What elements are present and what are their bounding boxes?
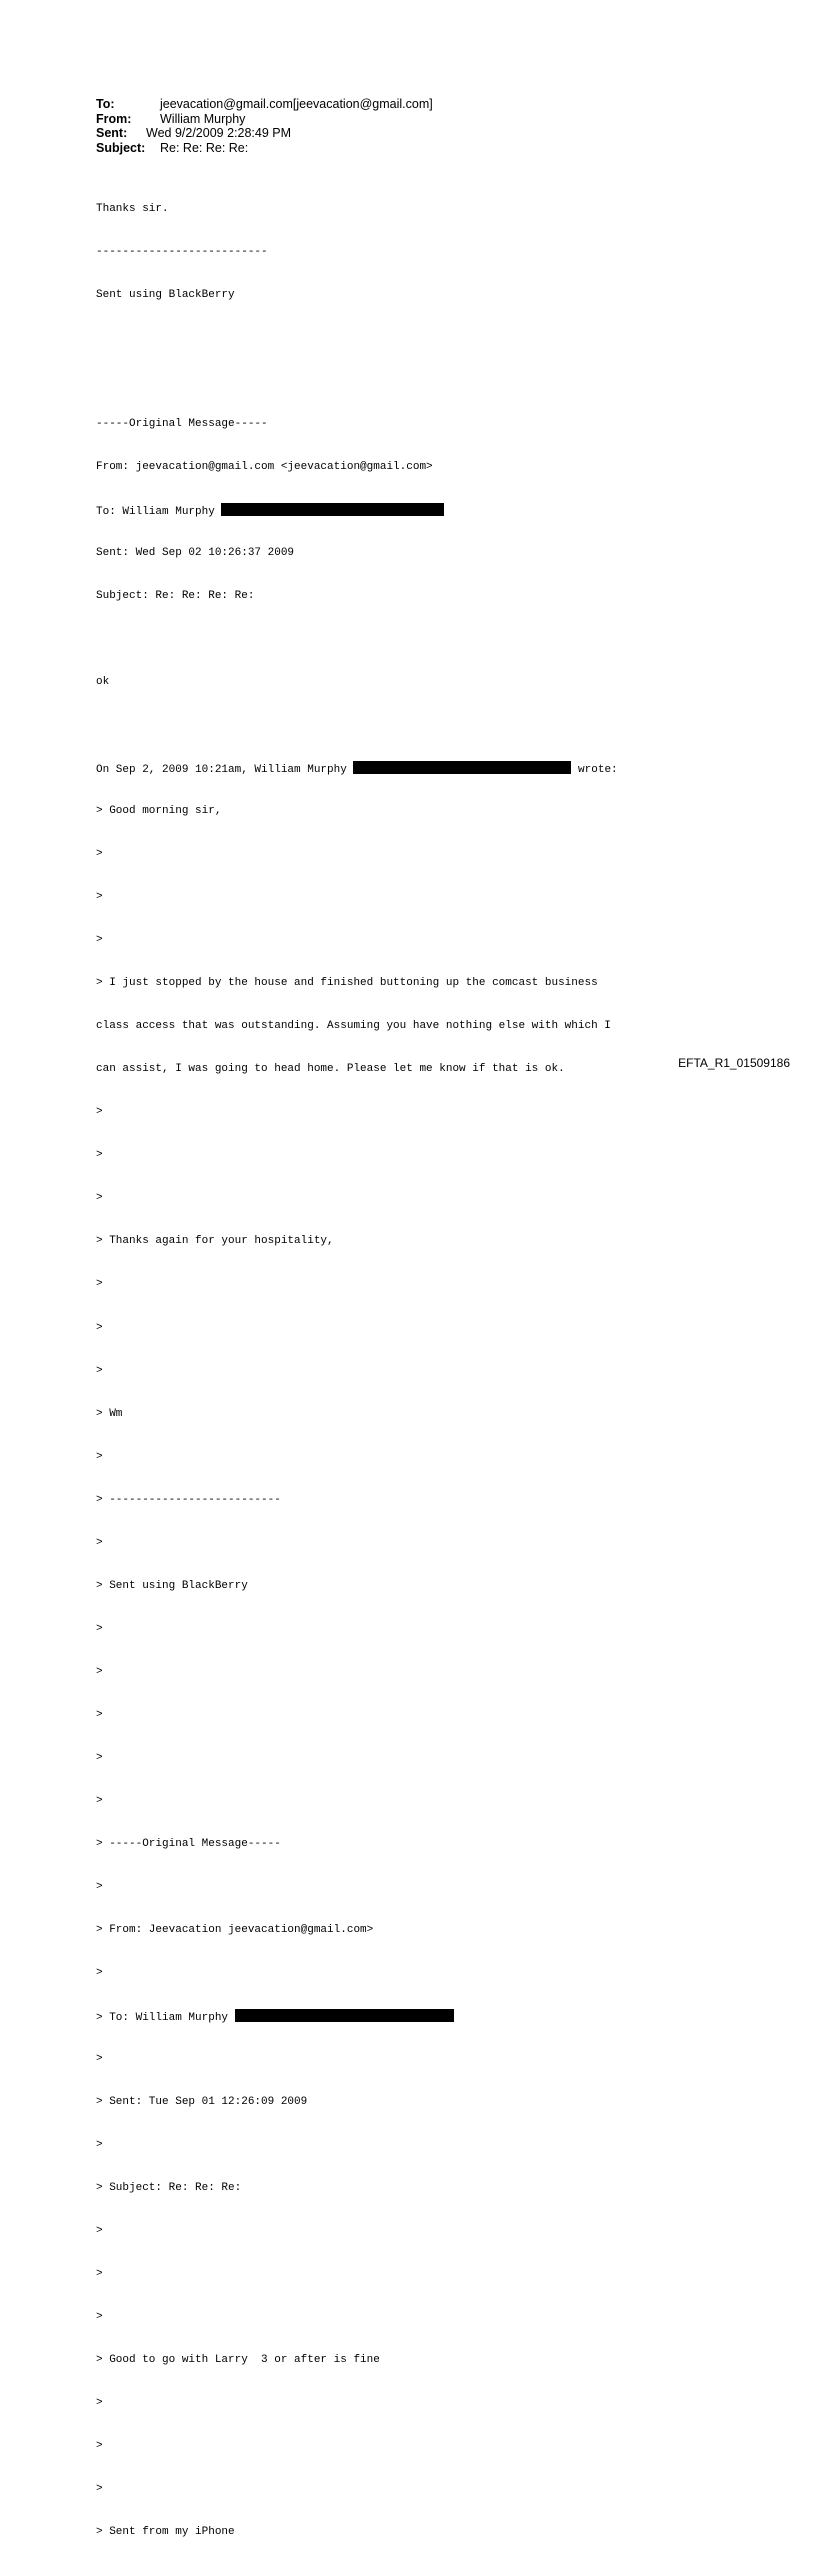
divider-line: -------------------------- [96, 245, 268, 258]
quoted-line: > [96, 1536, 103, 1549]
quoted-line: > -------------------------- [96, 1493, 281, 1506]
blank-line [96, 331, 618, 345]
attribution-wrote: wrote: [571, 764, 618, 777]
quoted-line: > Good to go with Larry 3 or after is fine [96, 2354, 380, 2367]
quoted-from-line: From: jeevacation@gmail.com <jeevacation@gmail.com> [96, 460, 433, 473]
attribution-text: On Sep 2, 2009 10:21am, William Murphy [96, 764, 354, 777]
quoted-line: > From: Jeevacation jeevacation@gmail.com> [96, 1923, 374, 1936]
email-body [96, 173, 618, 2554]
sent-label: Sent: [96, 126, 128, 140]
quoted-to-line [96, 503, 618, 517]
quoted-line: > [96, 2397, 103, 2410]
redaction-bar [353, 761, 571, 774]
quoted-line: > Good morning sir, [96, 805, 222, 818]
quoted-line: > Sent: Tue Sep 01 12:26:09 2009 [96, 2096, 308, 2109]
quoted-line: > [96, 1321, 103, 1334]
quoted-line: > Wm [96, 1407, 123, 1420]
original-message-marker: -----Original Message----- [96, 417, 268, 430]
subject-value: Re: Re: Re: Re: [160, 140, 249, 155]
quoted-line: > Sent from my iPhone [96, 2526, 235, 2539]
quoted-line: > [96, 1708, 103, 1721]
redaction-bar [235, 2009, 454, 2022]
quoted-line: > [96, 848, 103, 861]
quoted-line: can assist, I was going to head home. Please let me know if that is ok. [96, 1063, 565, 1076]
quoted-line: > [96, 1278, 103, 1291]
quoted-line: > Thanks again for your hospitality, [96, 1235, 334, 1248]
quoted-line: > [96, 2139, 103, 2152]
quoted-line: class access that was outstanding. Assuming you have nothing else with which I [96, 1020, 611, 1033]
quoted-line: > [96, 1880, 103, 1893]
quoted-to-text: > To: William Murphy [96, 2012, 235, 2024]
header-subject-row [96, 141, 433, 156]
redaction-bar [221, 503, 444, 516]
quoted-line: > [96, 1106, 103, 1119]
attribution-line [96, 761, 618, 775]
quoted-line: > Sent using BlackBerry [96, 1579, 248, 1592]
quoted-line: > [96, 2225, 103, 2238]
quoted-line: > [96, 2053, 103, 2066]
to-value: jeevacation@gmail.com[jeevacation@gmail.com] [160, 97, 433, 111]
quoted-line: > [96, 1364, 103, 1377]
quoted-line: > [96, 1450, 103, 1463]
document-id: EFTA_R1_01509186 [678, 1056, 790, 1070]
blank-line [96, 632, 618, 646]
blank-line [96, 374, 618, 388]
blank-line [96, 718, 618, 732]
quoted-line: > [96, 1794, 103, 1807]
quoted-line: > [96, 1665, 103, 1678]
email-header [96, 97, 433, 155]
quoted-line: > [96, 2311, 103, 2324]
signature-line: Sent using BlackBerry [96, 288, 235, 301]
quoted-sent-line: Sent: Wed Sep 02 10:26:37 2009 [96, 546, 295, 559]
header-sent-row [96, 126, 433, 141]
quoted-line: > I just stopped by the house and finished buttoning up the comcast business [96, 977, 598, 990]
subject-label: Subject: [96, 140, 146, 155]
quoted-subject-line: Subject: Re: Re: Re: Re: [96, 589, 255, 602]
quoted-line: > [96, 891, 103, 904]
header-to-row [96, 97, 433, 112]
quoted-to-text: To: William Murphy [96, 505, 222, 518]
quoted-line: > [96, 1622, 103, 1635]
quoted-line: > [96, 934, 103, 947]
to-label: To: [96, 97, 115, 111]
quoted-line: > -----Original Message----- [96, 1837, 281, 1850]
body-line: ok [96, 676, 110, 689]
quoted-line: > [96, 1966, 103, 1979]
sent-value: Wed 9/2/2009 2:28:49 PM [146, 126, 292, 140]
quoted-line: > [96, 2440, 103, 2453]
body-line: Thanks sir. [96, 202, 169, 215]
from-label: From: [96, 111, 132, 126]
quoted-line: > [96, 1751, 103, 1764]
quoted-line: > [96, 1192, 103, 1205]
header-from-row [96, 112, 433, 127]
quoted-line: > [96, 1149, 103, 1162]
from-value: William Murphy [160, 111, 246, 126]
quoted-line: > [96, 2483, 103, 2496]
quoted-line: > Subject: Re: Re: Re: [96, 2182, 242, 2195]
quoted-line: > [96, 2268, 103, 2281]
quoted-to-line [96, 2009, 618, 2023]
